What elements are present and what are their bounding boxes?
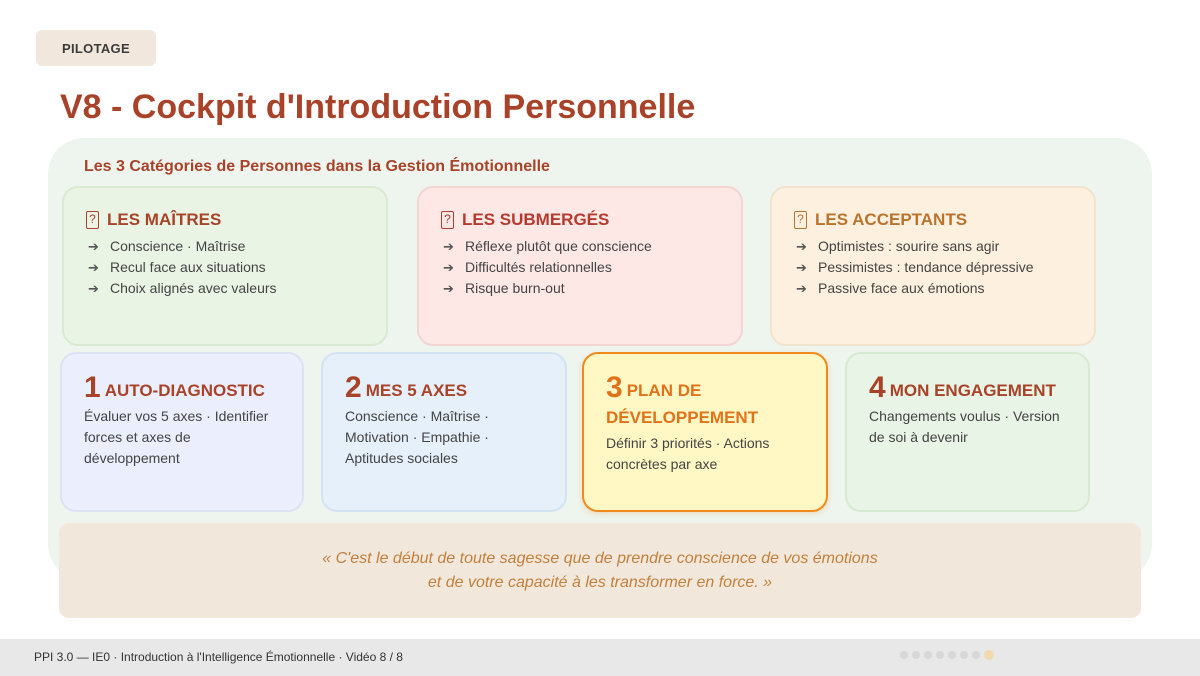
question-box-icon: ? xyxy=(441,211,454,229)
footer-text: PPI 3.0 — IE0 · Introduction à l'Intelligence Émotionnelle · Vidéo 8 / 8 xyxy=(34,650,403,664)
footer-bar xyxy=(0,639,1200,676)
step-card-auto-diagnostic[interactable] xyxy=(60,352,304,512)
arrow-right-icon: ➔ xyxy=(443,239,454,254)
list-item: ➔ Réflexe plutôt que conscience xyxy=(441,236,721,257)
list-item: ➔ Recul face aux situations xyxy=(86,257,366,278)
question-box-icon: ? xyxy=(86,211,99,229)
category-card-submerges xyxy=(417,186,743,346)
progress-dot xyxy=(960,651,968,659)
progress-dot xyxy=(972,651,980,659)
progress-dot xyxy=(924,651,932,659)
step-number: 2 xyxy=(345,371,362,404)
category-title: LES SUBMERGÉS xyxy=(462,210,610,229)
step-description: Évaluer vos 5 axes · Identifier forces et axes de développement xyxy=(84,408,269,466)
quote-box xyxy=(59,523,1141,618)
list-item: ➔ Choix alignés avec valeurs xyxy=(86,278,366,299)
list-item: ➔ Difficultés relationnelles xyxy=(441,257,721,278)
progress-dot xyxy=(900,651,908,659)
step-card-mon-engagement[interactable] xyxy=(845,352,1090,512)
step-title: AUTO-DIAGNOSTIC xyxy=(104,381,265,400)
progress-dots xyxy=(900,651,994,660)
arrow-right-icon: ➔ xyxy=(88,281,99,296)
step-description: Conscience · Maîtrise · Motivation · Empathie · Aptitudes sociales xyxy=(345,408,489,466)
list-item: ➔ Pessimistes : tendance dépressive xyxy=(794,257,1074,278)
list-item: ➔ Conscience · Maîtrise xyxy=(86,236,366,257)
list-item: ➔ Optimistes : sourire sans agir xyxy=(794,236,1074,257)
arrow-right-icon: ➔ xyxy=(796,281,807,296)
category-card-maitres xyxy=(62,186,388,346)
arrow-right-icon: ➔ xyxy=(796,239,807,254)
step-card-mes-5-axes[interactable] xyxy=(321,352,567,512)
quote-line-2: et de votre capacité à les transformer en force. » xyxy=(427,573,773,591)
progress-dot xyxy=(936,651,944,659)
step-title: PLAN DE DÉVELOPPEMENT xyxy=(606,381,759,427)
quote-line-1: « C'est le début de toute sagesse que de prendre conscience de vos émotions xyxy=(322,549,878,567)
question-box-icon: ? xyxy=(794,211,807,229)
list-item: ➔ Passive face aux émotions xyxy=(794,278,1074,299)
category-title: LES MAÎTRES xyxy=(107,210,222,229)
step-title: MES 5 AXES xyxy=(365,381,468,400)
category-title: LES ACCEPTANTS xyxy=(815,210,968,229)
arrow-right-icon: ➔ xyxy=(88,239,99,254)
progress-dot xyxy=(948,651,956,659)
step-number: 4 xyxy=(869,371,886,404)
section-tag: PILOTAGE xyxy=(36,30,156,66)
progress-dot xyxy=(912,651,920,659)
page-title: V8 - Cockpit d'Introduction Personnelle xyxy=(60,88,696,126)
step-title: MON ENGAGEMENT xyxy=(889,381,1056,400)
progress-dot-active xyxy=(984,650,994,660)
arrow-right-icon: ➔ xyxy=(796,260,807,275)
arrow-right-icon: ➔ xyxy=(443,260,454,275)
category-card-acceptants xyxy=(770,186,1096,346)
arrow-right-icon: ➔ xyxy=(443,281,454,296)
step-number: 3 xyxy=(606,371,623,404)
arrow-right-icon: ➔ xyxy=(88,260,99,275)
list-item: ➔ Risque burn-out xyxy=(441,278,721,299)
step-description: Définir 3 priorités · Actions concrètes par axe xyxy=(606,435,770,472)
step-number: 1 xyxy=(84,371,101,404)
step-description: Changements voulus · Version de soi à devenir xyxy=(869,408,1060,445)
step-card-plan-developpement[interactable] xyxy=(582,352,828,512)
panel-title: Les 3 Catégories de Personnes dans la Gestion Émotionnelle xyxy=(84,158,550,175)
